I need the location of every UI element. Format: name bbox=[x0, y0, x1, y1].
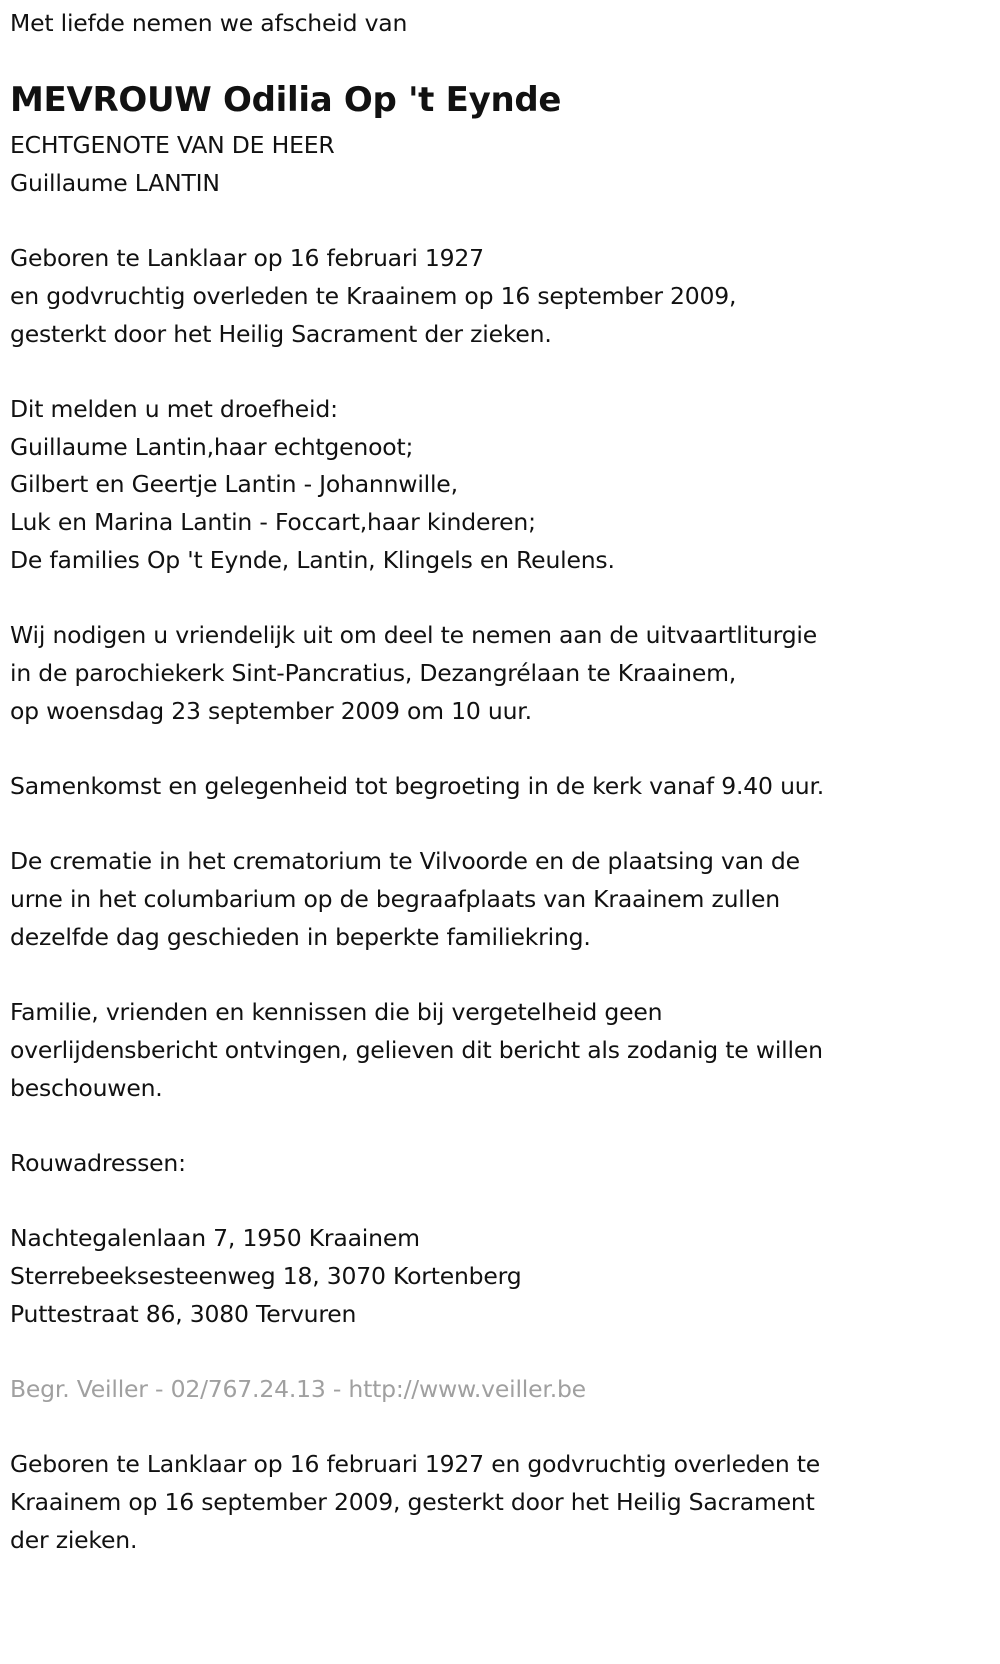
spouse-name: Guillaume LANTIN bbox=[10, 169, 220, 197]
notice-line: Familie, vrienden en kennissen die bij vergetelheid geen bbox=[10, 998, 663, 1026]
gathering-text: Samenkomst en gelegenheid tot begroeting in de kerk vanaf 9.40 uur. bbox=[10, 772, 825, 800]
undertaker-info: Begr. Veiller - 02/767.24.13 - http://www.veiller.be bbox=[10, 1375, 586, 1403]
mourner-line: Guillaume Lantin,haar echtgenoot; bbox=[10, 433, 414, 461]
notice-line: beschouwen. bbox=[10, 1074, 163, 1102]
addresses-label: Rouwadressen: bbox=[10, 1149, 186, 1177]
birth-death-line: gesterkt door het Heilig Sacrament der zieken. bbox=[10, 320, 552, 348]
deceased-name: MEVROUW Odilia Op 't Eynde bbox=[10, 80, 562, 120]
summary-line: Kraainem op 16 september 2009, gesterkt door het Heilig Sacrament bbox=[10, 1488, 815, 1516]
mourner-line: De families Op 't Eynde, Lantin, Klingels en Reulens. bbox=[10, 546, 615, 574]
invitation-line: in de parochiekerk Sint-Pancratius, Dezangrélaan te Kraainem, bbox=[10, 659, 737, 687]
intro-text: Met liefde nemen we afscheid van bbox=[10, 9, 408, 37]
invitation-line: op woensdag 23 september 2009 om 10 uur. bbox=[10, 697, 532, 725]
address-line: Nachtegalenlaan 7, 1950 Kraainem bbox=[10, 1224, 420, 1252]
birth-death-line: en godvruchtig overleden te Kraainem op 16 september 2009, bbox=[10, 282, 737, 310]
address-line: Sterrebeeksesteenweg 18, 3070 Kortenberg bbox=[10, 1262, 522, 1290]
summary-line: Geboren te Lanklaar op 16 februari 1927 en godvruchtig overleden te bbox=[10, 1450, 821, 1478]
cremation-line: De crematie in het crematorium te Vilvoorde en de plaatsing van de bbox=[10, 847, 800, 875]
invitation-line: Wij nodigen u vriendelijk uit om deel te nemen aan de uitvaartliturgie bbox=[10, 621, 817, 649]
cremation-line: dezelfde dag geschieden in beperkte familiekring. bbox=[10, 923, 591, 951]
mourner-line: Gilbert en Geertje Lantin - Johannwille, bbox=[10, 470, 458, 498]
notice-line: overlijdensbericht ontvingen, gelieven dit bericht als zodanig te willen bbox=[10, 1036, 823, 1064]
address-line: Puttestraat 86, 3080 Tervuren bbox=[10, 1300, 357, 1328]
mourners-heading: Dit melden u met droefheid: bbox=[10, 395, 338, 423]
summary-line: der zieken. bbox=[10, 1526, 138, 1554]
relation-text: ECHTGENOTE VAN DE HEER bbox=[10, 131, 335, 159]
birth-death-line: Geboren te Lanklaar op 16 februari 1927 bbox=[10, 244, 484, 272]
mourner-line: Luk en Marina Lantin - Foccart,haar kinderen; bbox=[10, 508, 536, 536]
cremation-line: urne in het columbarium op de begraafplaats van Kraainem zullen bbox=[10, 885, 780, 913]
